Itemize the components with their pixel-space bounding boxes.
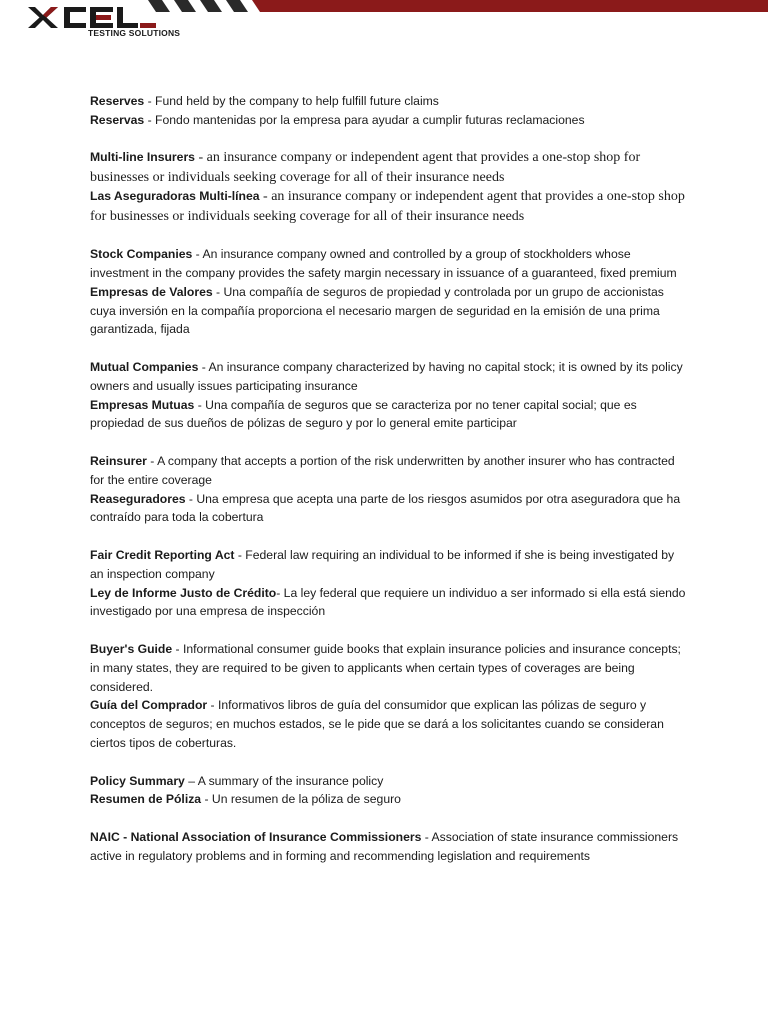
definition-text: - Fund held by the company to help fulfill future claims <box>144 94 439 108</box>
definition-text: – A summary of the insurance policy <box>184 773 384 788</box>
definition-text: - Una compañía de seguros que se caracteriza por no tener capital social; que es propiedad de sus dueños de pólizas de seguro y por lo general emite participar <box>90 397 637 431</box>
glossary-entry-multi-line-insurers <box>90 148 690 226</box>
definition-text: - Una empresa que acepta una parte de los riesgos asumidos por otra aseguradora que ha contraído para toda la cobertura <box>90 491 681 525</box>
term-english: Policy Summary <box>90 773 185 788</box>
definition-english <box>90 772 690 791</box>
term-english: Fair Credit Reporting Act <box>90 547 235 562</box>
glossary-entry-naic <box>90 828 690 866</box>
term-spanish: Resumen de Póliza <box>90 792 202 807</box>
term-english: Mutual Companies <box>90 359 199 374</box>
definition-spanish <box>90 790 690 809</box>
definition-spanish <box>90 187 690 226</box>
definition-spanish <box>90 111 690 130</box>
definition-spanish <box>90 490 690 528</box>
logo-tagline: TESTING SOLUTIONS <box>88 28 181 38</box>
term-english: NAIC - National Association of Insurance Commissioners <box>90 829 422 844</box>
glossary-entry-buyers-guide <box>90 640 690 753</box>
term-spanish: Empresas de Valores <box>90 284 213 299</box>
term-english: Buyer's Guide <box>90 641 173 656</box>
definition-text: - Informativos libros de guía del consumidor que explican las pólizas de seguro y conceptos de seguros; en muchos estados, se le pide que se dará a los solicitantes cuando se consideran ciertos tipos de coberturas. <box>90 698 664 750</box>
definition-text: - Federal law requiring an individual to be informed if she is being investigated by an inspection company <box>90 547 675 581</box>
page-header <box>0 0 768 46</box>
glossary-entry-mutual-companies <box>90 358 690 433</box>
term-english: Reinsurer <box>90 453 147 468</box>
definition-spanish <box>90 396 690 434</box>
term-spanish: Reaseguradores <box>90 491 186 506</box>
definition-text: - An insurance company characterized by having no capital stock; it is owned by its policy owners and usually issues participating insurance <box>90 359 683 393</box>
term-spanish: Empresas Mutuas <box>90 397 195 412</box>
term-spanish: Las Aseguradoras Multi-línea <box>90 189 260 204</box>
glossary-entry-fair-credit-reporting-act <box>90 546 690 621</box>
term-english: Stock Companies <box>90 247 193 262</box>
xcel-logo-mark <box>28 4 158 28</box>
term-spanish: Guía del Comprador <box>90 698 208 713</box>
definition-spanish <box>90 696 690 752</box>
definition-english <box>90 452 690 490</box>
term-spanish: Reservas <box>90 112 145 127</box>
definition-text: - Una compañía de seguros de propiedad y controlada por un grupo de accionistas cuya inversión en la compañía proporciona el necesario margen de seguridad en la emisión de una prima garantizada, fijada <box>90 284 664 337</box>
term-english: Multi-line Insurers <box>90 150 195 165</box>
definition-text: - Un resumen de la póliza de seguro <box>201 792 401 807</box>
definition-text: - Association of state insurance commissioners active in regulatory problems and in forming and recommending legislation and requirements <box>90 829 679 863</box>
header-decorative-stripes <box>148 0 768 12</box>
definition-english <box>90 546 690 584</box>
definition-spanish <box>90 283 690 339</box>
definition-english <box>90 92 690 111</box>
glossary-content <box>90 92 690 884</box>
definition-spanish <box>90 584 690 622</box>
term-english: Reserves <box>90 94 145 108</box>
definition-english <box>90 148 690 187</box>
definition-text: - La ley federal que requiere un individuo a ser informado si ella está siendo investigado por una empresa de inspección <box>90 585 686 619</box>
definition-text: - An insurance company owned and controlled by a group of stockholders whose investment in the company provides the safety margin necessary in issuance of a guaranteed, fixed premium <box>90 247 677 280</box>
definition-english <box>90 640 690 696</box>
definition-english <box>90 245 690 283</box>
glossary-entry-reserves <box>90 92 690 130</box>
glossary-entry-stock-companies <box>90 245 690 339</box>
definition-text: - Informational consumer guide books that explain insurance policies and insurance concepts; in many states, they are required to be given to applicants when certain types of coverages are being considered. <box>90 641 681 694</box>
definition-text: - A company that accepts a portion of the risk underwritten by another insurer who has contracted for the entire coverage <box>90 453 675 487</box>
xcel-logo <box>28 4 181 38</box>
definition-english <box>90 828 690 866</box>
definition-english <box>90 358 690 396</box>
definition-text: - an insurance company or independent agent that provides a one-stop shop for businesses or individuals seeking coverage for all of their insurance needs <box>90 189 685 224</box>
term-spanish: Ley de Informe Justo de Crédito <box>90 585 277 600</box>
glossary-entry-policy-summary <box>90 772 690 810</box>
definition-text: - an insurance company or independent agent that provides a one-stop shop for businesses or individuals seeking coverage for all of their insurance needs <box>90 150 641 185</box>
glossary-entry-reinsurer <box>90 452 690 527</box>
definition-text: - Fondo mantenidas por la empresa para ayudar a cumplir futuras reclamaciones <box>144 112 585 127</box>
